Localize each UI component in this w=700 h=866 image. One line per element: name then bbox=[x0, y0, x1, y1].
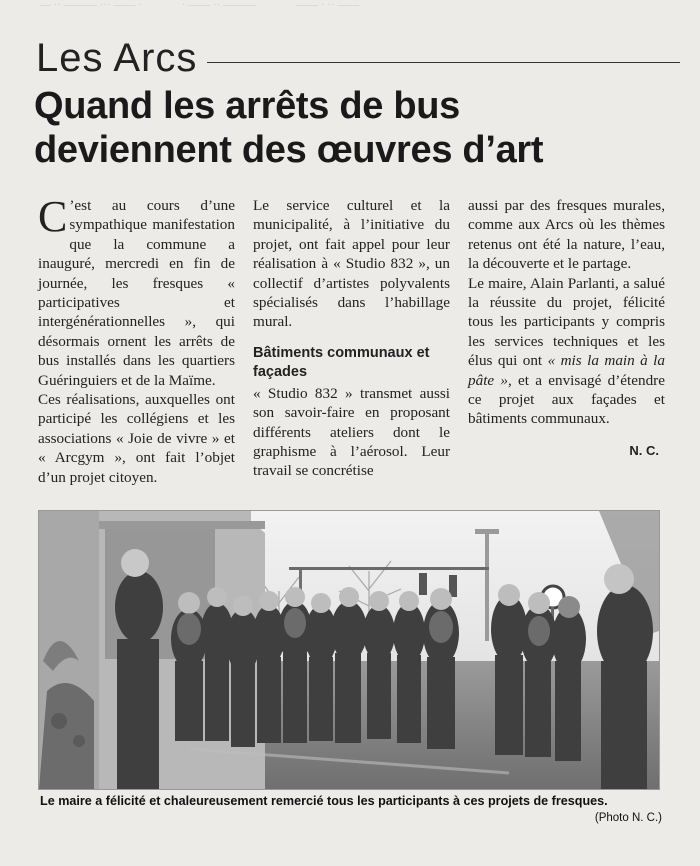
author-signature: N. C. bbox=[629, 442, 659, 458]
photo-credit: (Photo N. C.) bbox=[594, 812, 662, 824]
quote-text: « mis la main à la pâte » bbox=[468, 352, 665, 389]
paragraph bbox=[468, 274, 665, 429]
paragraph-text: Le maire, Alain Parlanti, a salué la réussite du projet, félicité tous les participants y compris les services techniques et les élus qui ont bbox=[468, 274, 665, 370]
paragraph: Ces réalisations, auxquelles ont participé les collégiens et les associations « Joie de vivre » et « Arcgym », ont fait l’objet d’un projet citoyen. bbox=[38, 391, 235, 486]
paragraph: aussi par des fresques murales, comme aux Arcs où les thèmes retenus ont été la nature, l’eau, la découverte et le partage. bbox=[468, 197, 665, 273]
photo-illustration bbox=[39, 511, 659, 789]
article-columns bbox=[38, 192, 666, 487]
column-1 bbox=[38, 192, 235, 487]
paragraph-text: , et a envisagé d’étendre ce projet aux façades et bâtiments communaux. bbox=[468, 371, 665, 428]
kicker-rule bbox=[207, 62, 680, 63]
headline-line-2: deviennent des œuvres d’art bbox=[34, 129, 544, 171]
photo-caption: Le maire a félicité et chaleureusement remercié tous les participants à ces projets de fresques. bbox=[40, 794, 608, 808]
paragraph: « Studio 832 » transmet aussi son savoir-faire en proposant différents ateliers dont le graphisme à l’aérosol. Leur travail se concrétise bbox=[253, 384, 450, 480]
headline bbox=[34, 84, 674, 172]
kicker-row bbox=[36, 36, 680, 80]
headline-line-1: Quand les arrêts de bus bbox=[34, 85, 461, 127]
news-photo bbox=[38, 510, 660, 790]
section-kicker: Les Arcs bbox=[36, 35, 198, 80]
paragraph-text: ’est au cours d’une sympathique manifestation que la commune a inauguré, mercredi en fin de journée, les fresques « participatives et intergénérationnelles », qui désormais ornent les arrêts de bus installés dans les quartiers Guéringuiers et de la Maïme. bbox=[38, 197, 235, 389]
paragraph bbox=[38, 192, 235, 390]
column-2 bbox=[253, 196, 450, 487]
drop-cap: C bbox=[38, 192, 68, 241]
show-through-text: — ·· ——— ··· —— · · —— ·· ——— —— · ·· —— bbox=[40, 0, 360, 11]
column-3 bbox=[468, 196, 665, 487]
subheading: Bâtiments communaux et façades bbox=[253, 344, 430, 380]
paragraph: Le service culturel et la municipalité, à l’initiative du projet, ont fait appel pour leur réalisation à « Studio 832 », un collectif d’artistes polyvalents spécialisés dans l’habillage mural. bbox=[253, 197, 450, 331]
